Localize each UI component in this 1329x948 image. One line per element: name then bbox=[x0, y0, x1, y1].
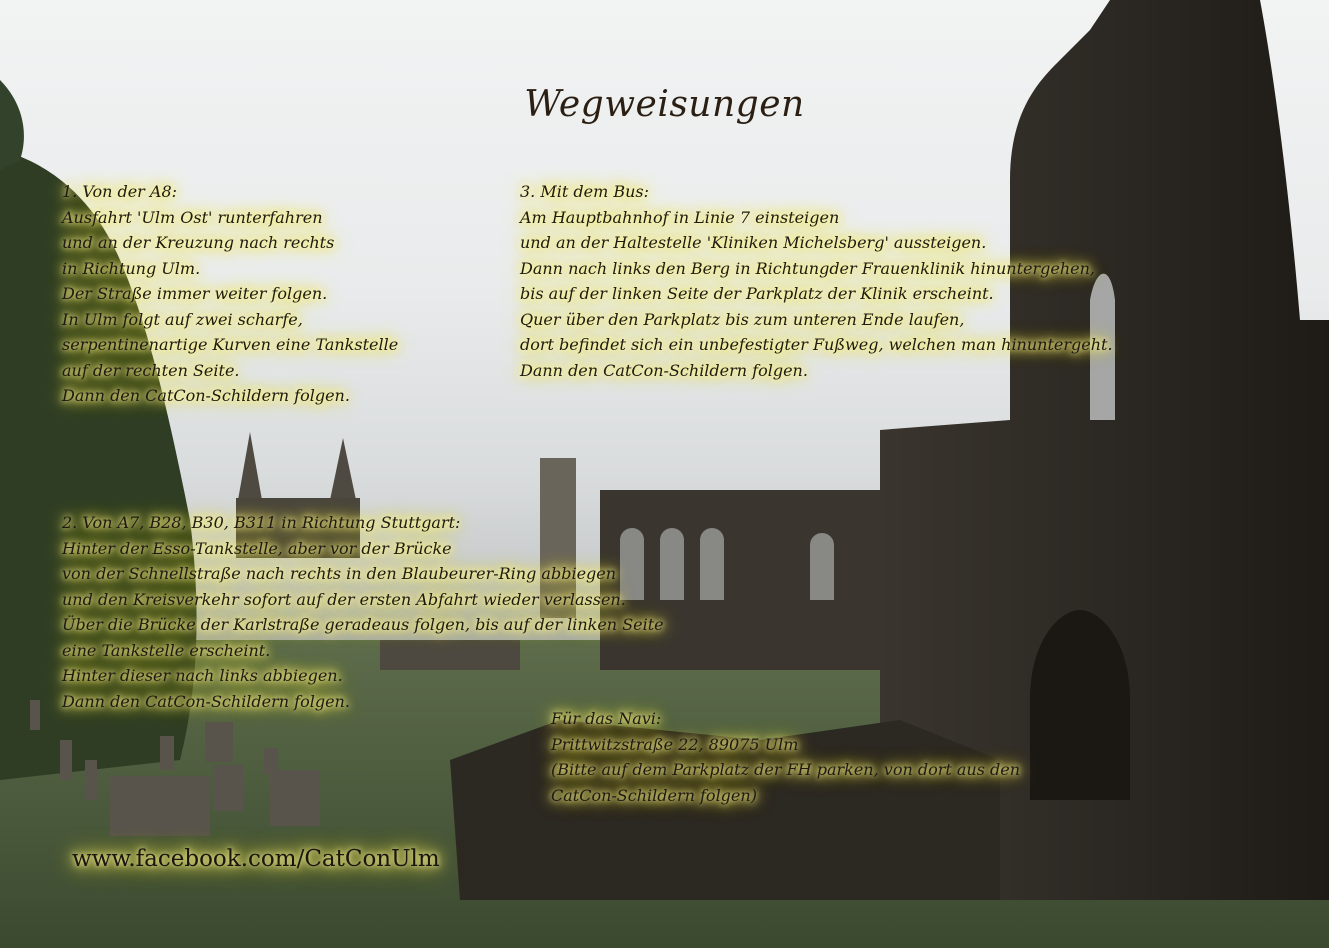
directions-a8 bbox=[62, 179, 398, 409]
text-line: von der Schnellstraße nach rechts in den Blaubeurer-Ring abbiegen bbox=[62, 564, 617, 583]
text-line: 2. Von A7, B28, B30, B311 in Richtung Stuttgart: bbox=[62, 513, 461, 532]
text-line: Dann den CatCon-Schildern folgen. bbox=[520, 360, 808, 380]
text-line: dort befindet sich ein unbefestigter Fußweg, welchen man hinuntergeht. bbox=[520, 335, 1113, 354]
navi-address bbox=[551, 706, 1020, 808]
text-line: serpentinenartige Kurven eine Tankstelle bbox=[62, 335, 399, 354]
text-line: eine Tankstelle erscheint. bbox=[62, 640, 271, 660]
directions-a7 bbox=[62, 510, 664, 714]
text-line: Quer über den Parkplatz bis zum unteren Ende laufen, bbox=[520, 309, 965, 329]
text-line: in Richtung Ulm. bbox=[62, 258, 201, 278]
text-line: (Bitte auf dem Parkplatz der FH parken, von dort aus den bbox=[551, 760, 1021, 779]
page-title: Wegweisungen bbox=[524, 84, 805, 125]
text-line: Der Straße immer weiter folgen. bbox=[62, 284, 328, 303]
spire-left bbox=[238, 432, 262, 500]
spire-right bbox=[330, 438, 356, 500]
text-line: Dann nach links den Berg in Richtungder Frauenklinik hinuntergehen, bbox=[520, 258, 1096, 278]
text-line: Ausfahrt 'Ulm Ost' runterfahren bbox=[62, 207, 323, 227]
text-line: Dann den CatCon-Schildern folgen. bbox=[62, 386, 350, 405]
text-line: bis auf der linken Seite der Parkplatz der Klinik erscheint. bbox=[520, 284, 994, 303]
text-line: Am Hauptbahnhof in Linie 7 einsteigen bbox=[520, 207, 840, 227]
text-line: Hinter der Esso-Tankstelle, aber vor der Brücke bbox=[62, 538, 452, 558]
text-line: Für das Navi: bbox=[551, 709, 662, 728]
archway bbox=[1030, 610, 1130, 800]
text-line: Dann den CatCon-Schildern folgen. bbox=[62, 691, 350, 711]
text-line: 1. Von der A8: bbox=[62, 182, 178, 201]
text-line: und den Kreisverkehr sofort auf der ersten Abfahrt wieder verlassen. bbox=[62, 589, 626, 609]
text-line: In Ulm folgt auf zwei scharfe, bbox=[62, 309, 303, 329]
text-line: Hinter dieser nach links abbiegen. bbox=[62, 666, 343, 685]
text-line: Prittwitzstraße 22, 89075 Ulm bbox=[551, 734, 799, 754]
text-line: auf der rechten Seite. bbox=[62, 360, 240, 380]
text-line: 3. Mit dem Bus: bbox=[520, 182, 649, 201]
text-line: und an der Kreuzung nach rechts bbox=[62, 233, 335, 252]
text-line: Über die Brücke der Karlstraße geradeaus folgen, bis auf der linken Seite bbox=[62, 615, 664, 634]
text-line: CatCon-Schildern folgen) bbox=[551, 785, 757, 805]
text-line: und an der Haltestelle 'Kliniken Michelsberg' aussteigen. bbox=[520, 233, 987, 252]
directions-bus bbox=[520, 179, 1113, 383]
facebook-link[interactable]: www.facebook.com/CatConUlm bbox=[72, 846, 440, 872]
